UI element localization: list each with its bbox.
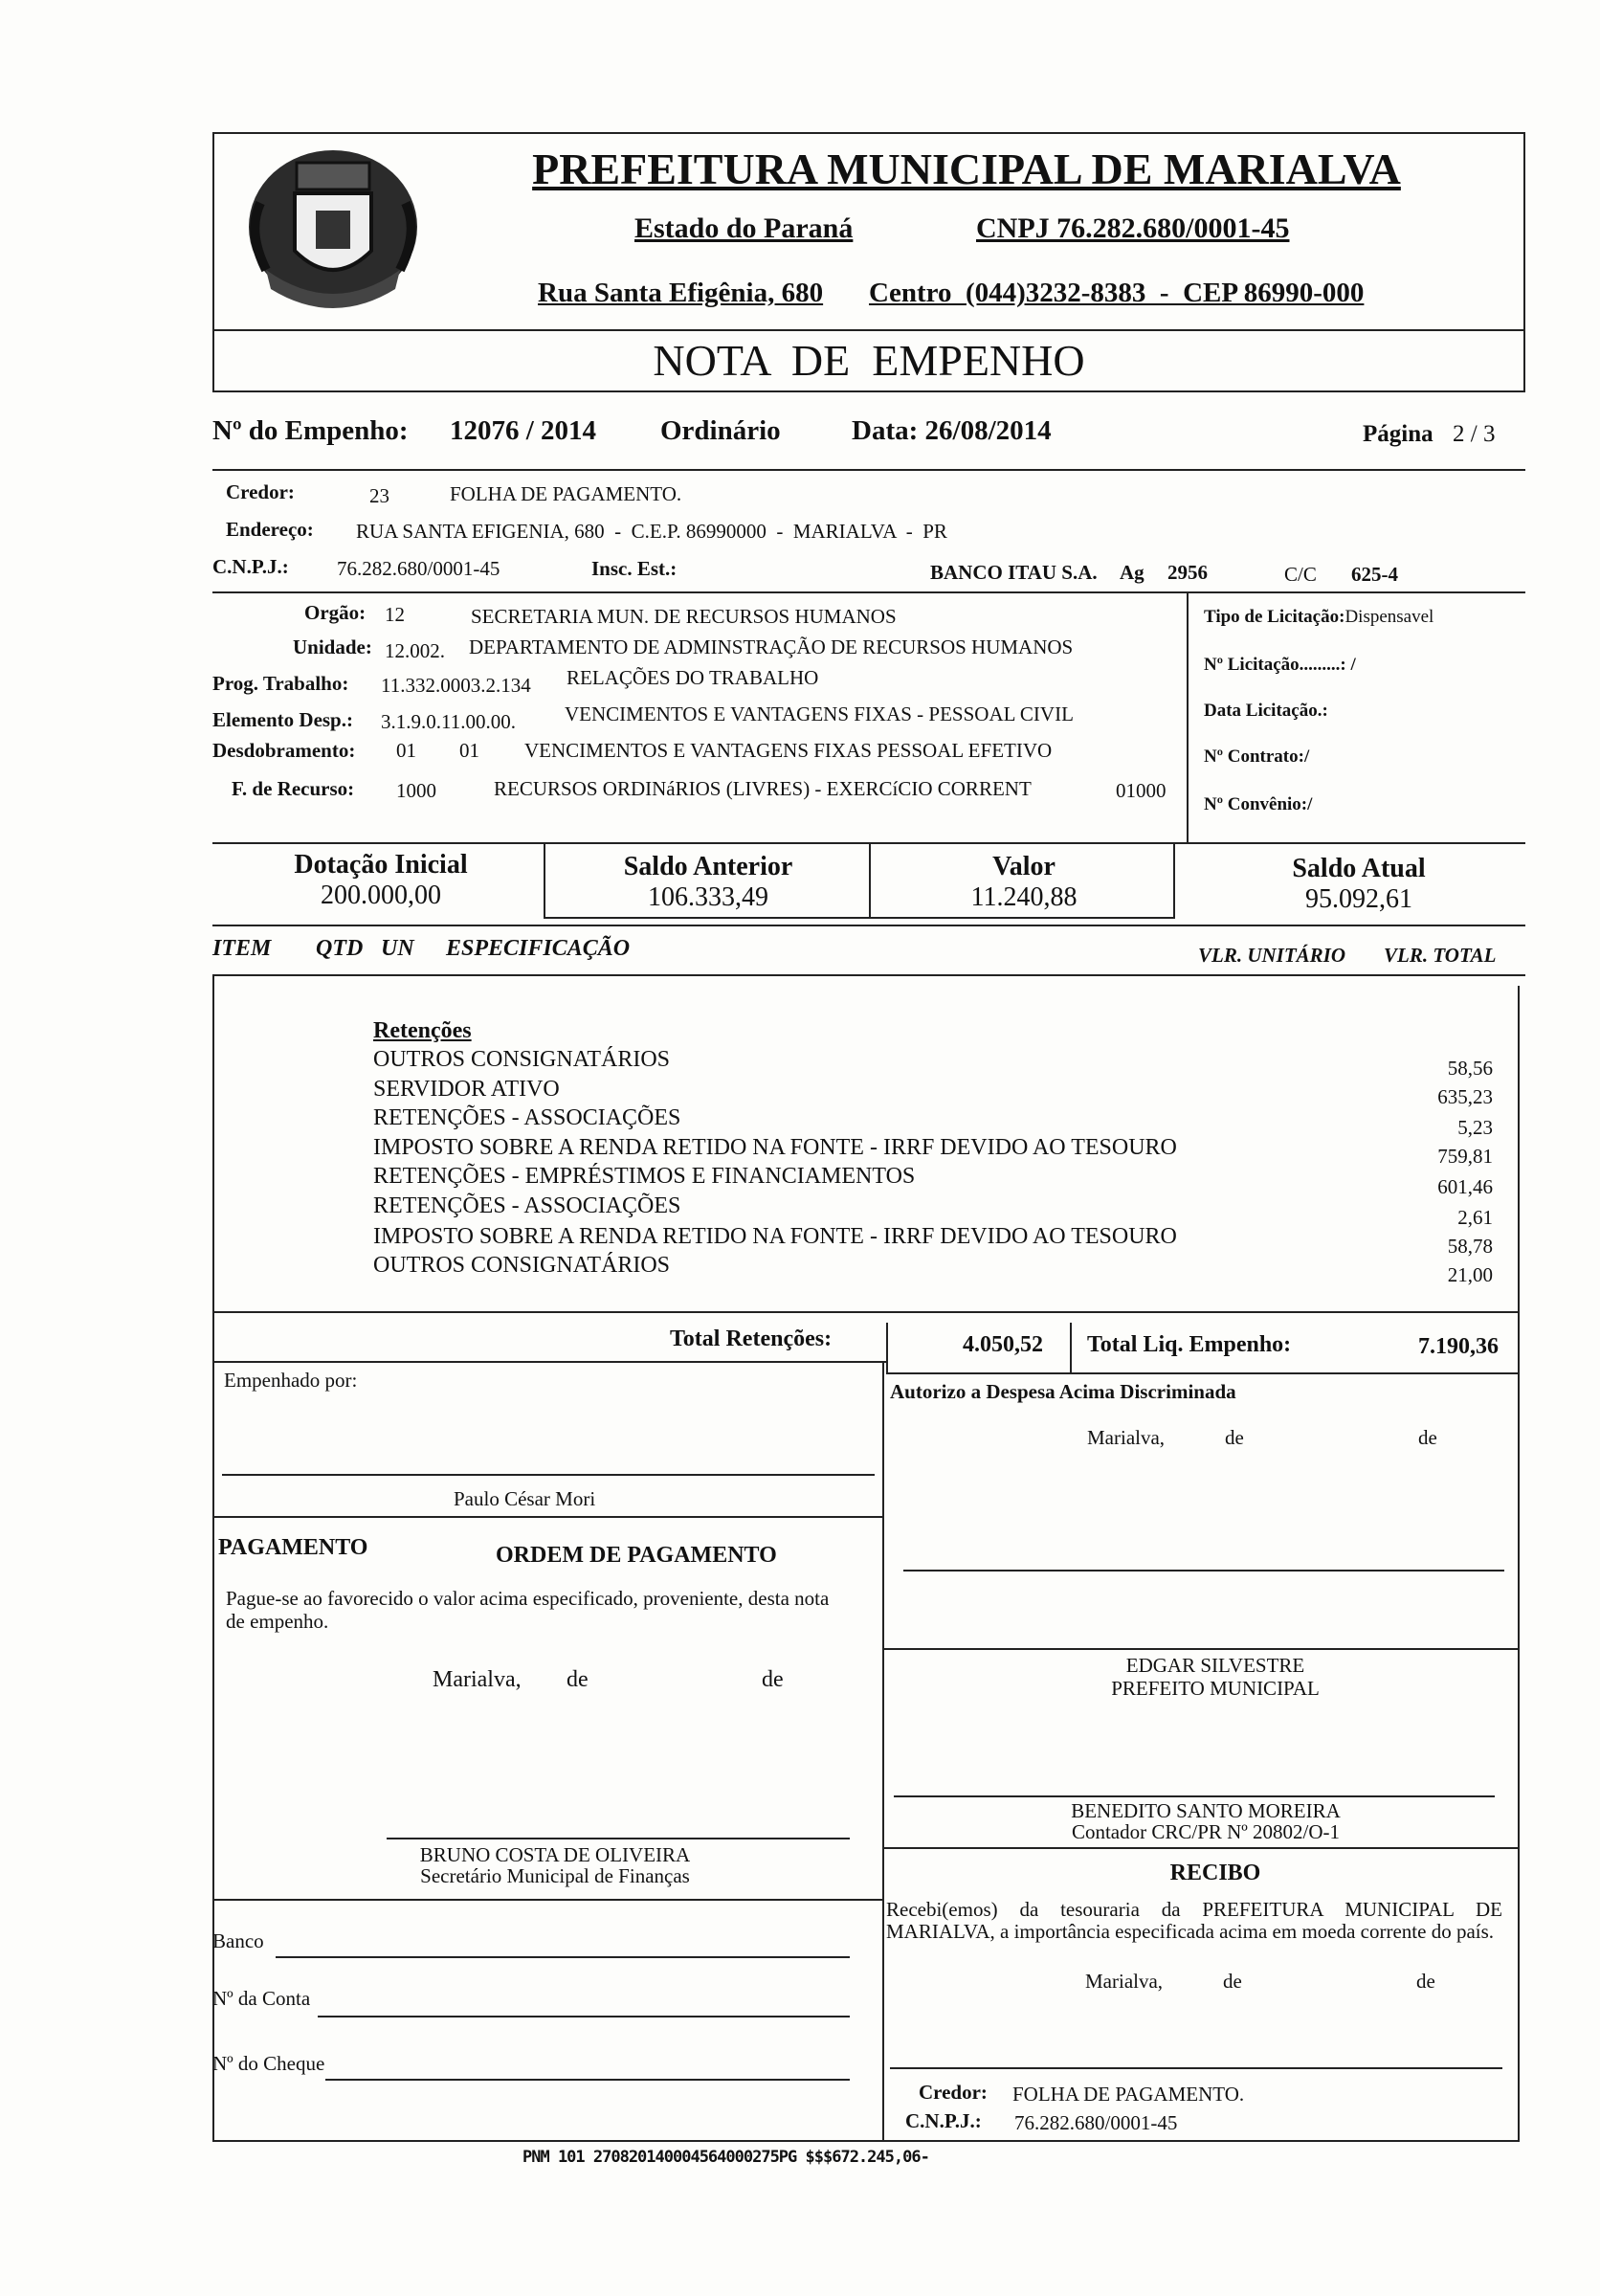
autorizo: Autorizo a Despesa Acima Discriminada xyxy=(890,1380,1236,1403)
recibo-title: RECIBO xyxy=(1169,1861,1261,1885)
data-licitacao: Data Licitação.: xyxy=(1204,701,1328,721)
nota-title: NOTA DE EMPENHO xyxy=(653,336,1085,385)
col-unit: VLR. UNITÁRIO xyxy=(1198,944,1346,967)
col-qtd: QTD xyxy=(316,936,364,961)
total-liq-label: Total Liq. Empenho: xyxy=(1087,1332,1292,1357)
empenhado-name: Paulo César Mori xyxy=(454,1487,596,1510)
endereco: RUA SANTA EFIGENIA, 680 - C.E.P. 86990000 - MARIALVA - PR xyxy=(356,520,947,543)
prefeito-role: PREFEITO MUNICIPAL xyxy=(1111,1677,1320,1700)
divider xyxy=(212,591,1525,593)
retencao-desc: IMPOSTO SOBRE A RENDA RETIDO NA FONTE - IRRF DEVIDO AO TESOURO xyxy=(373,1224,1177,1249)
signature-line xyxy=(387,1838,850,1839)
de-label: de xyxy=(762,1667,784,1692)
orgao-label: Orgão: xyxy=(304,601,367,624)
retencoes-title: Retenções xyxy=(373,1018,472,1043)
retencao-value: 635,23 xyxy=(1437,1085,1493,1108)
coat-of-arms-logo xyxy=(237,136,429,327)
retencao-desc: RETENÇÕES - ASSOCIAÇÕES xyxy=(373,1193,681,1218)
bottom-border xyxy=(212,2140,1520,2142)
elemento-code: 3.1.9.0.11.00.00. xyxy=(381,710,516,733)
retencao-desc: IMPOSTO SOBRE A RENDA RETIDO NA FONTE - IRRF DEVIDO AO TESOURO xyxy=(373,1135,1177,1160)
marialva-date-right xyxy=(1087,1426,1508,1450)
dotacao-value: 200.000,00 xyxy=(321,881,441,910)
total-retencoes: 4.050,52 xyxy=(963,1332,1043,1357)
cnpj-footer-label: C.N.P.J.: xyxy=(905,2109,982,2132)
retencao-value: 58,56 xyxy=(1447,1057,1493,1080)
banco-line xyxy=(276,1956,850,1958)
atual-value: 95.092,61 xyxy=(1305,884,1412,914)
desdob-code2: 01 xyxy=(459,739,479,762)
elemento-label: Elemento Desp.: xyxy=(212,708,353,731)
secretario-role: Secretário Municipal de Finanças xyxy=(420,1864,690,1887)
recurso: RECURSOS ORDINáRIOS (LIVRES) - EXERCíCIO CORRENT xyxy=(494,777,1032,800)
saldo-divider xyxy=(1173,842,1175,919)
recurso-label: F. de Recurso: xyxy=(232,777,355,800)
retencao-value: 58,78 xyxy=(1447,1235,1493,1258)
saldo-divider xyxy=(544,842,545,919)
items-right-border xyxy=(1518,986,1520,2140)
secretario-name: BRUNO COSTA DE OLIVEIRA xyxy=(419,1843,691,1866)
marialva-label: Marialva, xyxy=(1085,1970,1164,1993)
conta-line xyxy=(318,2016,850,2017)
divider xyxy=(212,974,1525,976)
credor-name: FOLHA DE PAGAMENTO. xyxy=(450,482,682,505)
tipo-licitacao-value: Dispensavel xyxy=(1344,607,1434,627)
footer-center-divider xyxy=(882,1361,884,2140)
valor-label: Valor xyxy=(992,852,1056,881)
pagamento-title: PAGAMENTO xyxy=(218,1535,368,1560)
page-label: Página xyxy=(1363,421,1433,447)
cnpj-label: C.N.P.J.: xyxy=(212,555,289,578)
col-un: UN xyxy=(381,936,414,961)
col-total: VLR. TOTAL xyxy=(1384,944,1497,967)
de-label: de xyxy=(1223,1970,1242,1993)
cnpj-footer: 76.282.680/0001-45 xyxy=(1014,2111,1178,2134)
cheque-line xyxy=(325,2079,850,2081)
ordem-title: ORDEM DE PAGAMENTO xyxy=(496,1543,777,1568)
credor-code: 23 xyxy=(369,484,389,507)
bank: BANCO ITAU S.A. xyxy=(930,561,1098,584)
totals-divider xyxy=(886,1323,888,1372)
prefeito-name: EDGAR SILVESTRE xyxy=(1125,1654,1305,1677)
prog: RELAÇÕES DO TRABALHO xyxy=(567,666,819,689)
valor-value: 11.240,88 xyxy=(970,882,1078,912)
retencao-value: 5,23 xyxy=(1457,1116,1493,1139)
elemento: VENCIMENTOS E VANTAGENS FIXAS - PESSOAL CIVIL xyxy=(565,702,1074,725)
marialva-date-recibo xyxy=(1085,1970,1506,1994)
pague-se-text: Pague-se ao favorecido o valor acima especificado, proveniente, desta nota de empenho. xyxy=(226,1587,830,1633)
licitacao-divider xyxy=(1187,591,1189,842)
retencao-value: 601,46 xyxy=(1437,1175,1493,1198)
credor-footer: FOLHA DE PAGAMENTO. xyxy=(1012,2083,1245,2106)
divider xyxy=(882,1648,1520,1650)
tipo-licitacao-label: Tipo de Licitação: xyxy=(1204,607,1345,627)
cnpj: 76.282.680/0001-45 xyxy=(337,557,500,580)
col-item: ITEM xyxy=(212,936,272,961)
divider xyxy=(212,1361,886,1363)
signature-line xyxy=(894,1795,1495,1797)
estado: Estado do Paraná xyxy=(634,212,854,244)
divider xyxy=(212,925,1525,926)
unidade-code: 12.002. xyxy=(385,639,445,662)
recurso-code2: 01000 xyxy=(1116,779,1167,802)
orgao: SECRETARIA MUN. DE RECURSOS HUMANOS xyxy=(471,605,897,628)
convenio: Nº Convênio:/ xyxy=(1204,794,1313,814)
retencao-desc: RETENÇÕES - ASSOCIAÇÕES xyxy=(373,1105,681,1130)
address-header: Rua Santa Efigênia, 680 xyxy=(538,278,824,308)
dotacao-label: Dotação Inicial xyxy=(294,850,468,880)
retencao-desc: RETENÇÕES - EMPRÉSTIMOS E FINANCIAMENTOS xyxy=(373,1164,916,1189)
de-label: de xyxy=(567,1667,589,1692)
divider xyxy=(212,1311,1520,1313)
empenho-number: 12076 / 2014 xyxy=(450,415,597,446)
cc: 625-4 xyxy=(1351,563,1398,586)
recurso-code: 1000 xyxy=(396,779,436,802)
signature-line xyxy=(222,1474,875,1476)
saldo-bottom xyxy=(544,917,1175,919)
retencao-desc: OUTROS CONSIGNATÁRIOS xyxy=(373,1047,671,1072)
tipo-licitacao xyxy=(1204,607,1433,628)
desdob-code1: 01 xyxy=(396,739,416,762)
divider xyxy=(212,469,1525,471)
contador-role: Contador CRC/PR Nº 20802/O-1 xyxy=(1071,1820,1341,1843)
page-number: 2 / 3 xyxy=(1453,421,1496,447)
prog-label: Prog. Trabalho: xyxy=(212,672,349,695)
empenhado-label: Empenhado por: xyxy=(224,1369,358,1392)
de-label: de xyxy=(1418,1426,1437,1449)
retencao-desc: SERVIDOR ATIVO xyxy=(373,1077,560,1102)
divider xyxy=(212,1516,882,1518)
unidade-label: Unidade: xyxy=(293,635,372,658)
items-left-border xyxy=(212,974,214,2140)
signature-line xyxy=(890,2067,1502,2069)
cc-label: C/C xyxy=(1284,563,1317,586)
anterior-value: 106.333,49 xyxy=(648,882,768,912)
header-divider xyxy=(212,329,1525,331)
marialva-date-left xyxy=(433,1667,854,1693)
contrato: Nº Contrato:/ xyxy=(1204,747,1310,767)
signature-line xyxy=(903,1570,1504,1572)
totals-divider xyxy=(1070,1323,1072,1372)
divider xyxy=(882,1847,1520,1849)
prog-code: 11.332.0003.2.134 xyxy=(381,674,531,697)
numero-licitacao: Nº Licitação.........: / xyxy=(1204,655,1356,675)
conta-label: Nº da Conta xyxy=(212,1987,311,2010)
prefeitura-title: PREFEITURA MUNICIPAL DE MARIALVA xyxy=(532,145,1401,193)
marialva-label: Marialva, xyxy=(1087,1426,1166,1449)
saldo-divider xyxy=(869,842,871,919)
atual-label: Saldo Atual xyxy=(1292,854,1426,883)
insc-label: Insc. Est.: xyxy=(591,557,678,580)
empenho-date: Data: 26/08/2014 xyxy=(852,415,1052,446)
cnpj-header: CNPJ 76.282.680/0001-45 xyxy=(976,212,1290,244)
col-spec: ESPECIFICAÇÃO xyxy=(446,936,631,961)
total-liq: 7.190,36 xyxy=(1418,1334,1499,1359)
contador-name: BENEDITO SANTO MOREIRA xyxy=(1071,1799,1341,1822)
recibo-text: Recebi(emos) da tesouraria da PREFEITURA MUNICIPAL DE MARIALVA, a importância especificada acima em moeda corrente do país. xyxy=(886,1898,1502,1943)
address-rest: Centro (044)3232-8383 - CEP 86990-000 xyxy=(869,278,1365,308)
desdob-label: Desdobramento: xyxy=(212,739,356,762)
ag: 2956 xyxy=(1167,561,1208,584)
de-label: de xyxy=(1416,1970,1435,1993)
cheque-label: Nº do Cheque xyxy=(212,2052,325,2075)
divider xyxy=(886,1372,1520,1374)
de-label: de xyxy=(1225,1426,1244,1449)
anterior-label: Saldo Anterior xyxy=(623,852,793,881)
orgao-code: 12 xyxy=(385,603,405,626)
desdob: VENCIMENTOS E VANTAGENS FIXAS PESSOAL EFETIVO xyxy=(524,739,1053,762)
empenho-number-label: Nº do Empenho: xyxy=(212,415,409,446)
credor-footer-label: Credor: xyxy=(919,2081,988,2104)
endereco-label: Endereço: xyxy=(226,518,314,541)
unidade: DEPARTAMENTO DE ADMINSTRAÇÃO DE RECURSOS HUMANOS xyxy=(469,635,1074,658)
total-retencoes-label: Total Retenções: xyxy=(670,1326,833,1351)
empenho-type: Ordinário xyxy=(660,415,781,446)
retencao-desc: OUTROS CONSIGNATÁRIOS xyxy=(373,1253,671,1278)
banco-label: Banco xyxy=(212,1929,264,1952)
ag-label: Ag xyxy=(1120,561,1144,584)
retencao-value: 759,81 xyxy=(1437,1145,1493,1168)
marialva-label: Marialva, xyxy=(433,1667,522,1692)
mechanical-stamp: PNM 101 270820140004564000275PG $$$672.245,06- xyxy=(522,2148,929,2167)
divider xyxy=(212,1899,882,1901)
credor-label: Credor: xyxy=(226,480,295,503)
retencao-value: 21,00 xyxy=(1447,1263,1493,1286)
retencao-value: 2,61 xyxy=(1457,1206,1493,1229)
